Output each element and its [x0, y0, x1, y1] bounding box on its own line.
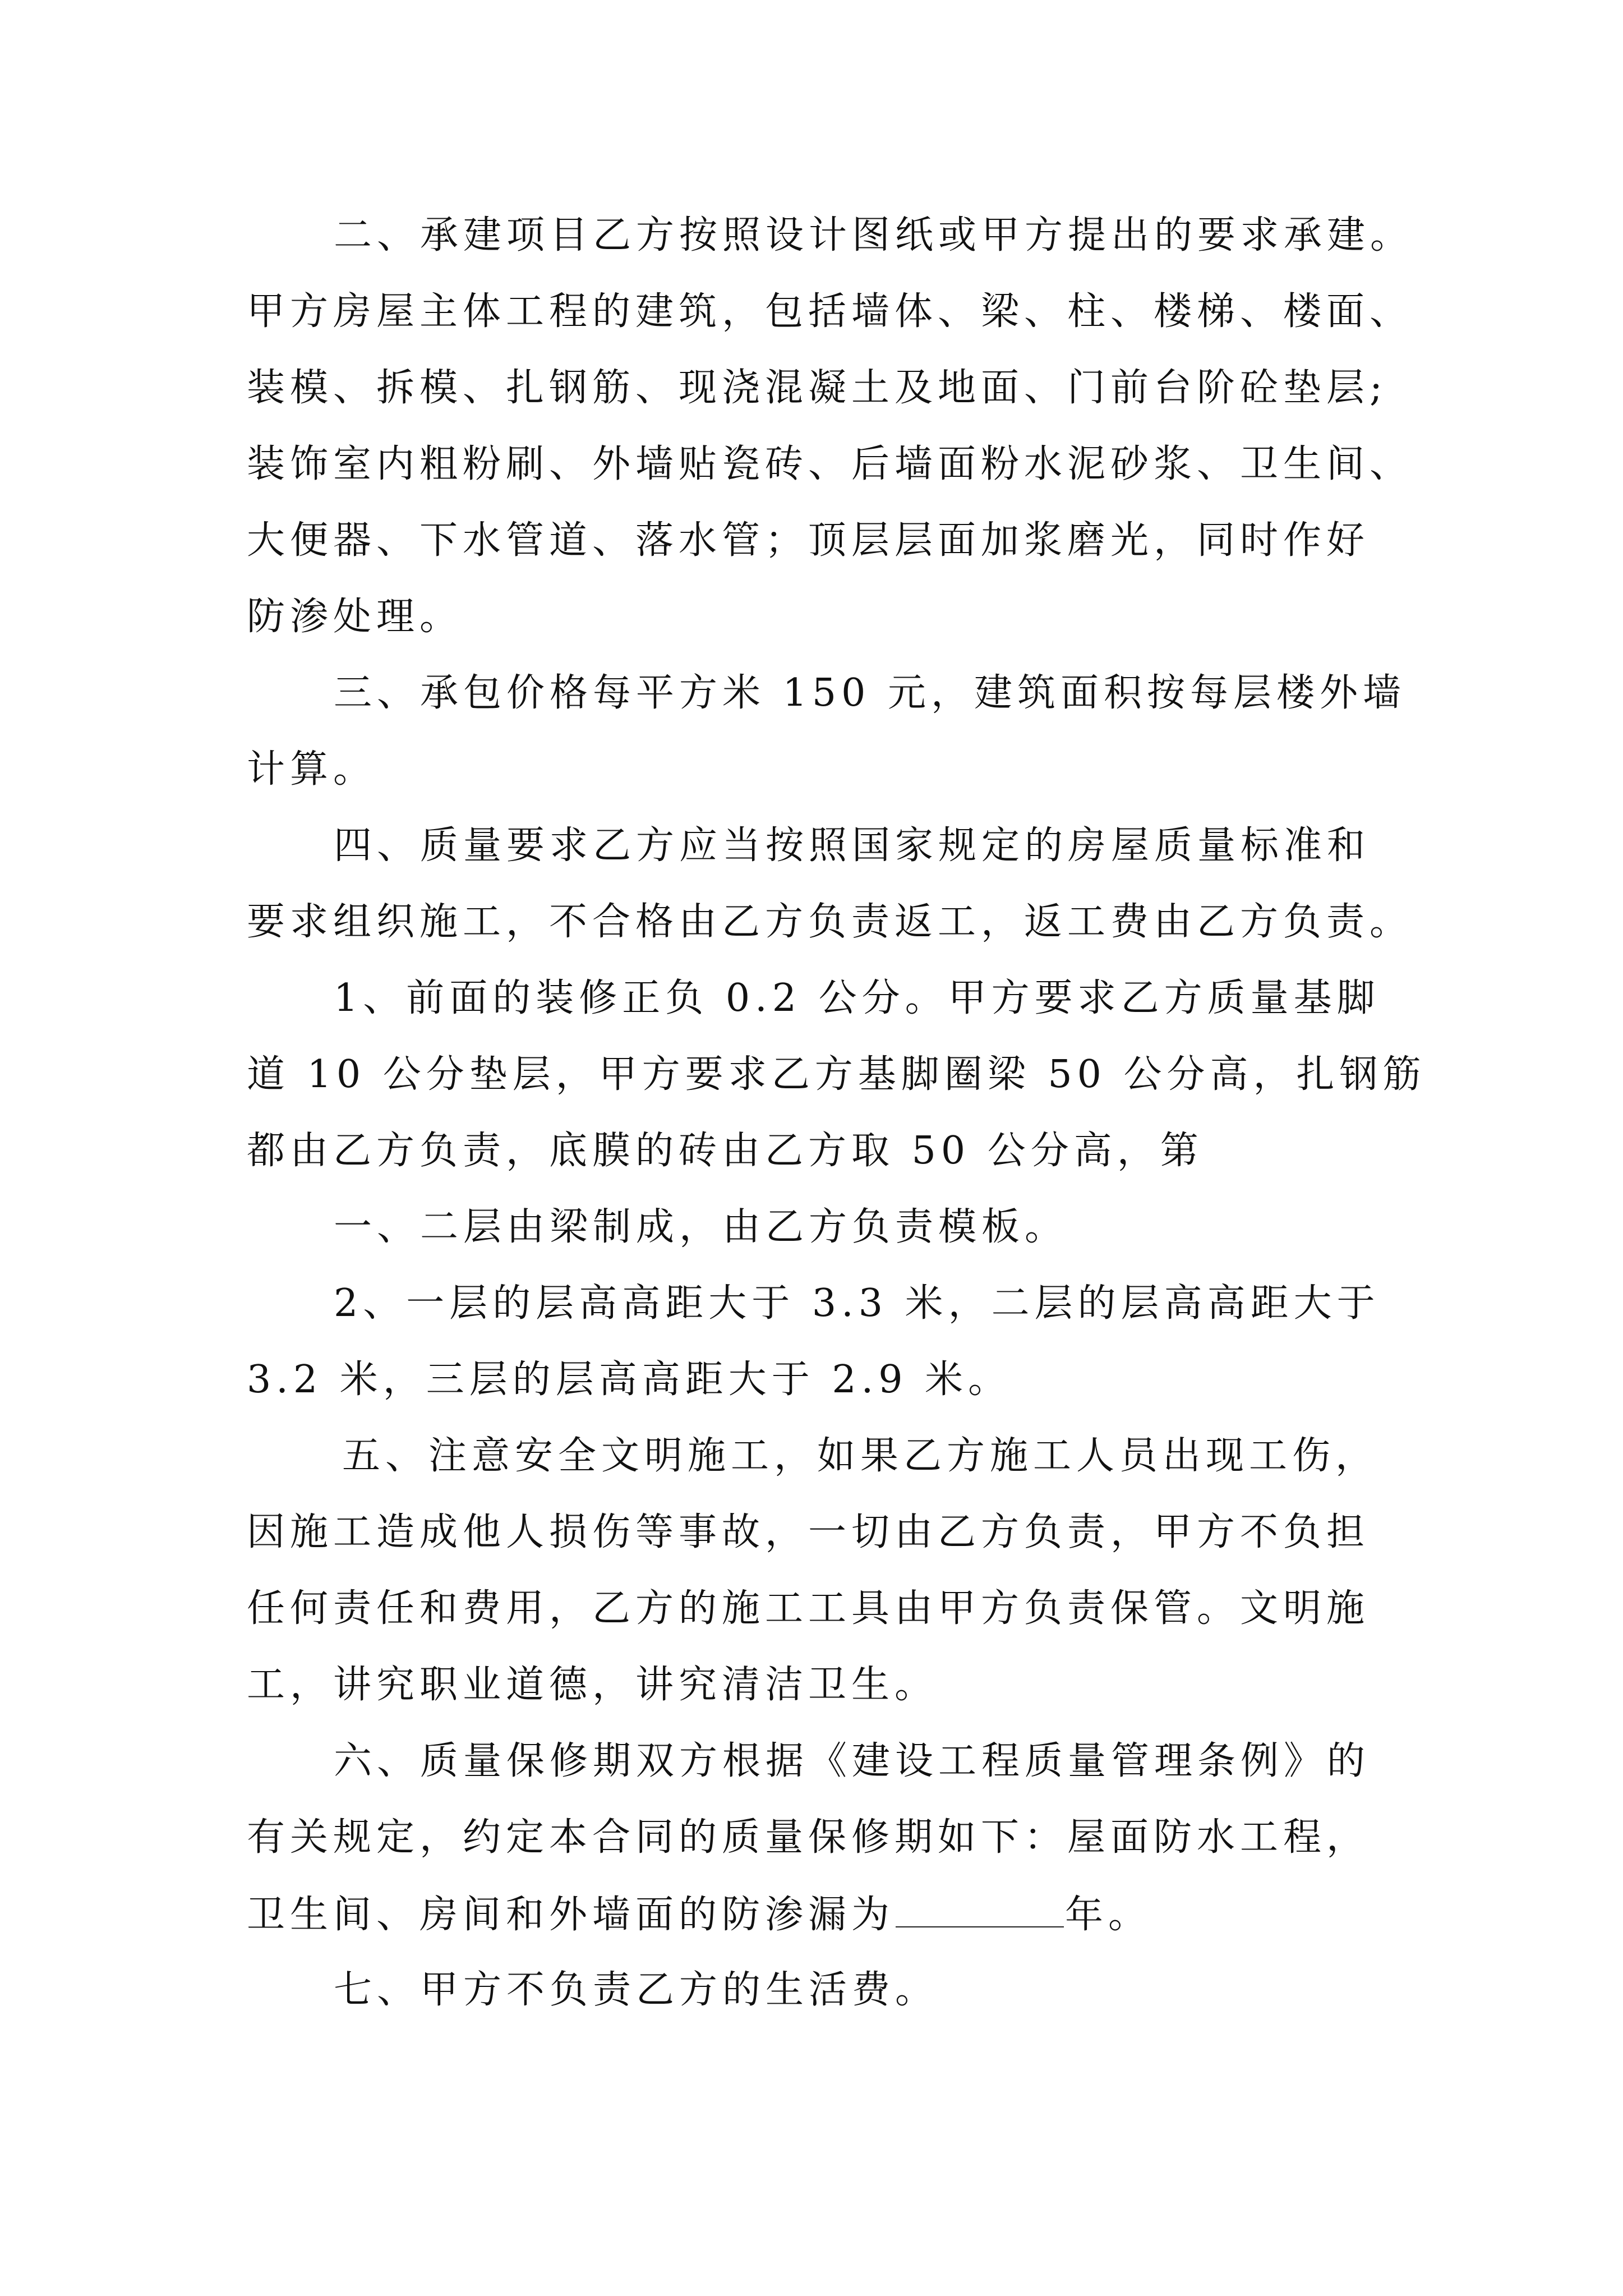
- clause-2-line-5: 大便器、下水管道、落水管；顶层层面加浆磨光，同时作好: [247, 518, 1370, 563]
- clause-6-line-3-suffix: 年。: [1065, 1893, 1152, 1937]
- clause-5-line-4: 工，讲究职业道德，讲究清洁卫生。: [247, 1663, 938, 1707]
- clause-2-line-1: 二、承建项目乙方按照设计图纸或甲方提出的要求承建。: [334, 213, 1414, 257]
- clause-2-line-3: 装模、拆模、扎钢筋、现浇混凝土及地面、门前台阶砼垫层;: [247, 366, 1387, 410]
- clause-2-line-2: 甲方房屋主体工程的建筑，包括墙体、梁、柱、楼梯、楼面、: [247, 289, 1413, 334]
- item-2-line-2: 3.2 米，三层的层高高距大于 2.9 米。: [247, 1358, 1012, 1402]
- clause-5-line-2: 因施工造成他人损伤等事故，一切由乙方负责，甲方不负担: [247, 1510, 1370, 1554]
- clause-3-line-2: 计算。: [247, 747, 377, 792]
- clause-6-line-1: 六、质量保修期双方根据《建设工程质量管理条例》的: [334, 1739, 1371, 1783]
- item-1-line-3: 都由乙方负责，底膜的砖由乙方取 50 公分高，第: [247, 1129, 1204, 1173]
- clause-5-line-3: 任何责任和费用，乙方的施工工具由甲方负责保管。文明施: [247, 1586, 1370, 1631]
- item-2-line-1: 2、一层的层高高距大于 3.3 米，二层的层高高距大于: [334, 1281, 1380, 1326]
- clause-6-line-2: 有关规定，约定本合同的质量保修期如下：屋面防水工程，: [247, 1815, 1370, 1860]
- clause-3-line-1: 三、承包价格每平方米 150 元，建筑面积按每层楼外墙: [334, 671, 1407, 715]
- item-1-line-4: 一、二层由梁制成，由乙方负责模板。: [334, 1205, 1068, 1249]
- clause-5-line-1: 五、注意安全文明施工，如果乙方施工人员出现工伤，: [342, 1434, 1379, 1478]
- item-1-line-2: 道 10 公分垫层，甲方要求乙方基脚圈梁 50 公分高，扎钢筋: [247, 1052, 1426, 1097]
- clause-2-line-6: 防渗处理。: [247, 595, 463, 639]
- clause-4-line-1: 四、质量要求乙方应当按照国家规定的房屋质量标准和: [334, 823, 1371, 868]
- clause-7-line-1: 七、甲方不负责乙方的生活费。: [334, 1968, 939, 2012]
- clause-2-line-4: 装饰室内粗粉刷、外墙贴瓷砖、后墙面粉水泥砂浆、卫生间、: [247, 442, 1413, 486]
- warranty-years-blank: [896, 1887, 1064, 1927]
- clause-6-line-3-text: 卫生间、房间和外墙面的防渗漏为: [247, 1893, 895, 1937]
- clause-6-line-3: [247, 1887, 1151, 1942]
- clause-4-line-2: 要求组织施工，不合格由乙方负责返工，返工费由乙方负责。: [247, 900, 1413, 944]
- item-1-line-1: 1、前面的装修正负 0.2 公分。甲方要求乙方质量基脚: [334, 976, 1380, 1020]
